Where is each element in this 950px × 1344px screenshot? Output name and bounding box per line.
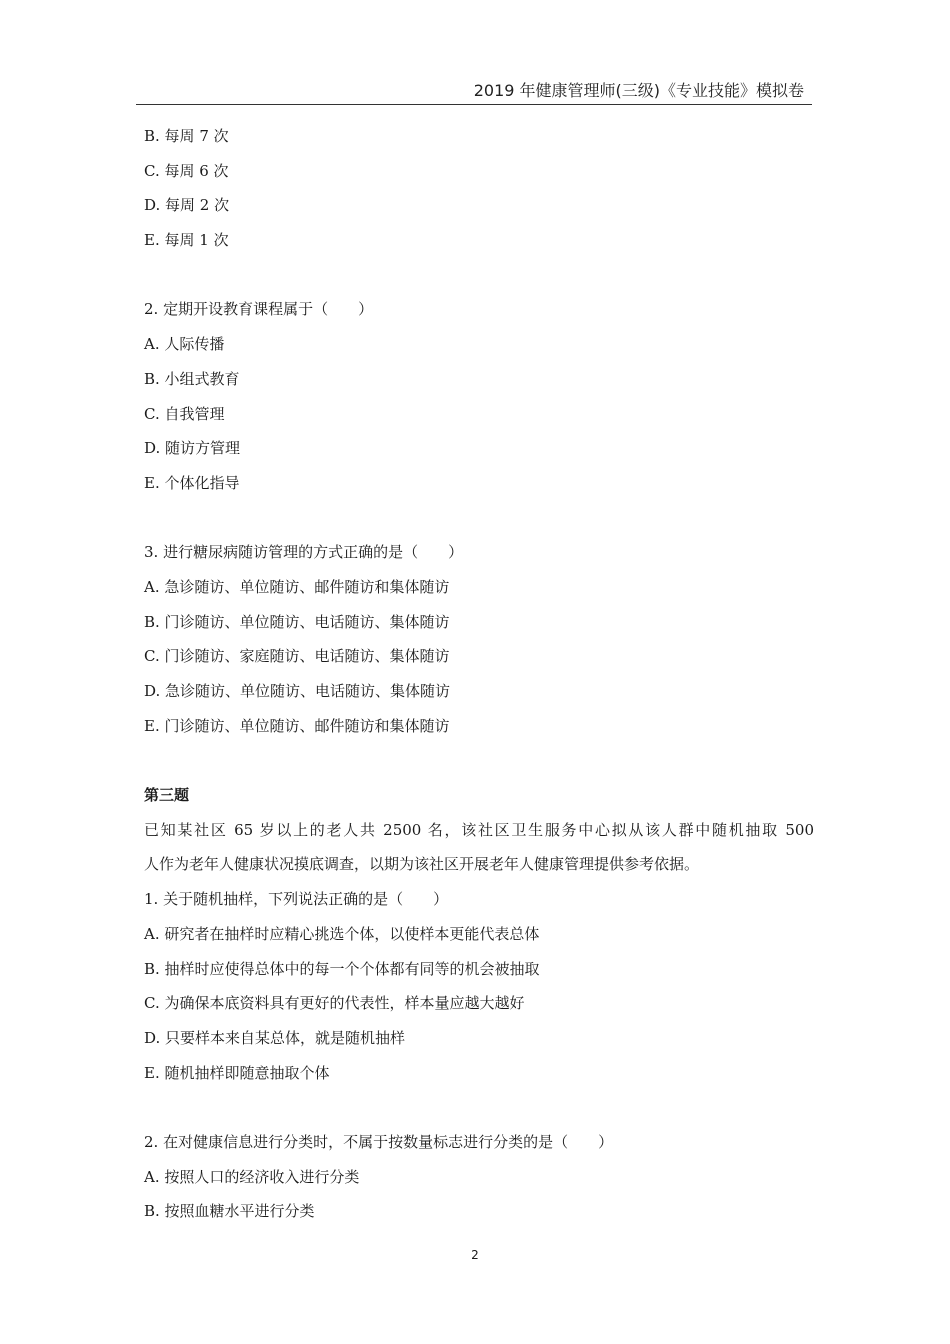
q3-option-e: E. 门诊随访、单位随访、邮件随访和集体随访 [144,716,450,735]
case-description-line-1: 已知某社区 65 岁以上的老人共 2500 名，该社区卫生服务中心拟从该人群中随机抽取 500 [144,820,814,839]
document-title: 2019 年健康管理师(三级)《专业技能》模拟卷 [473,81,804,100]
s3-q1-option-c: C. 为确保本底资料具有更好的代表性，样本量应越大越好 [144,994,525,1013]
option-e-1-time: E. 每周 1 次 [144,231,229,250]
question-2-stem: 2. 定期开设教育课程属于（ ） [144,300,374,319]
option-d-2-times: D. 每周 2 次 [144,196,230,215]
s3-q1-option-e: E. 随机抽样即随意抽取个体 [144,1063,330,1082]
spacer [144,263,814,298]
question-3-stem: 3. 进行糖尿病随访管理的方式正确的是（ ） [144,543,464,562]
s3-question-1-stem: 1. 关于随机抽样，下列说法正确的是（ ） [144,890,449,909]
document-body [144,124,814,1234]
page-number: 2 [471,1248,479,1262]
page-header [136,74,812,105]
q2-option-d: D. 随访方管理 [144,439,241,458]
spacer [144,506,814,541]
q3-option-b: B. 门诊随访、单位随访、电话随访、集体随访 [144,612,450,631]
q3-option-a: A. 急诊随访、单位随访、邮件随访和集体随访 [144,577,450,596]
q3-option-c: C. 门诊随访、家庭随访、电话随访、集体随访 [144,647,450,666]
option-c-6-times: C. 每周 6 次 [144,161,229,180]
spacer [144,1095,814,1130]
s3-q2-option-b: B. 按照血糖水平进行分类 [144,1202,315,1221]
q2-option-a: A. 人际传播 [144,335,225,354]
q2-option-e: E. 个体化指导 [144,473,240,492]
spacer [144,748,814,783]
q2-option-b: B. 小组式教育 [144,369,240,388]
q3-option-d: D. 急诊随访、单位随访、电话随访、集体随访 [144,682,451,700]
q2-option-c: C. 自我管理 [144,404,225,423]
s3-q2-option-a: A. 按照人口的经济收入进行分类 [144,1167,360,1186]
option-b-7-times: B. 每周 7 次 [144,127,229,145]
s3-q1-option-a: A. 研究者在抽样时应精心挑选个体，以使样本更能代表总体 [144,924,540,943]
s3-q1-option-d: D. 只要样本来自某总体，就是随机抽样 [144,1028,406,1047]
case-description-line-2: 人作为老年人健康状况摸底调查，以期为该社区开展老年人健康管理提供参考依据。 [144,855,700,874]
s3-question-2-stem: 2. 在对健康信息进行分类时，不属于按数量标志进行分类的是（ ） [144,1132,614,1151]
s3-q1-option-b: B. 抽样时应使得总体中的每一个个体都有同等的机会被抽取 [144,959,540,978]
section-heading: 第三题 [144,786,190,805]
